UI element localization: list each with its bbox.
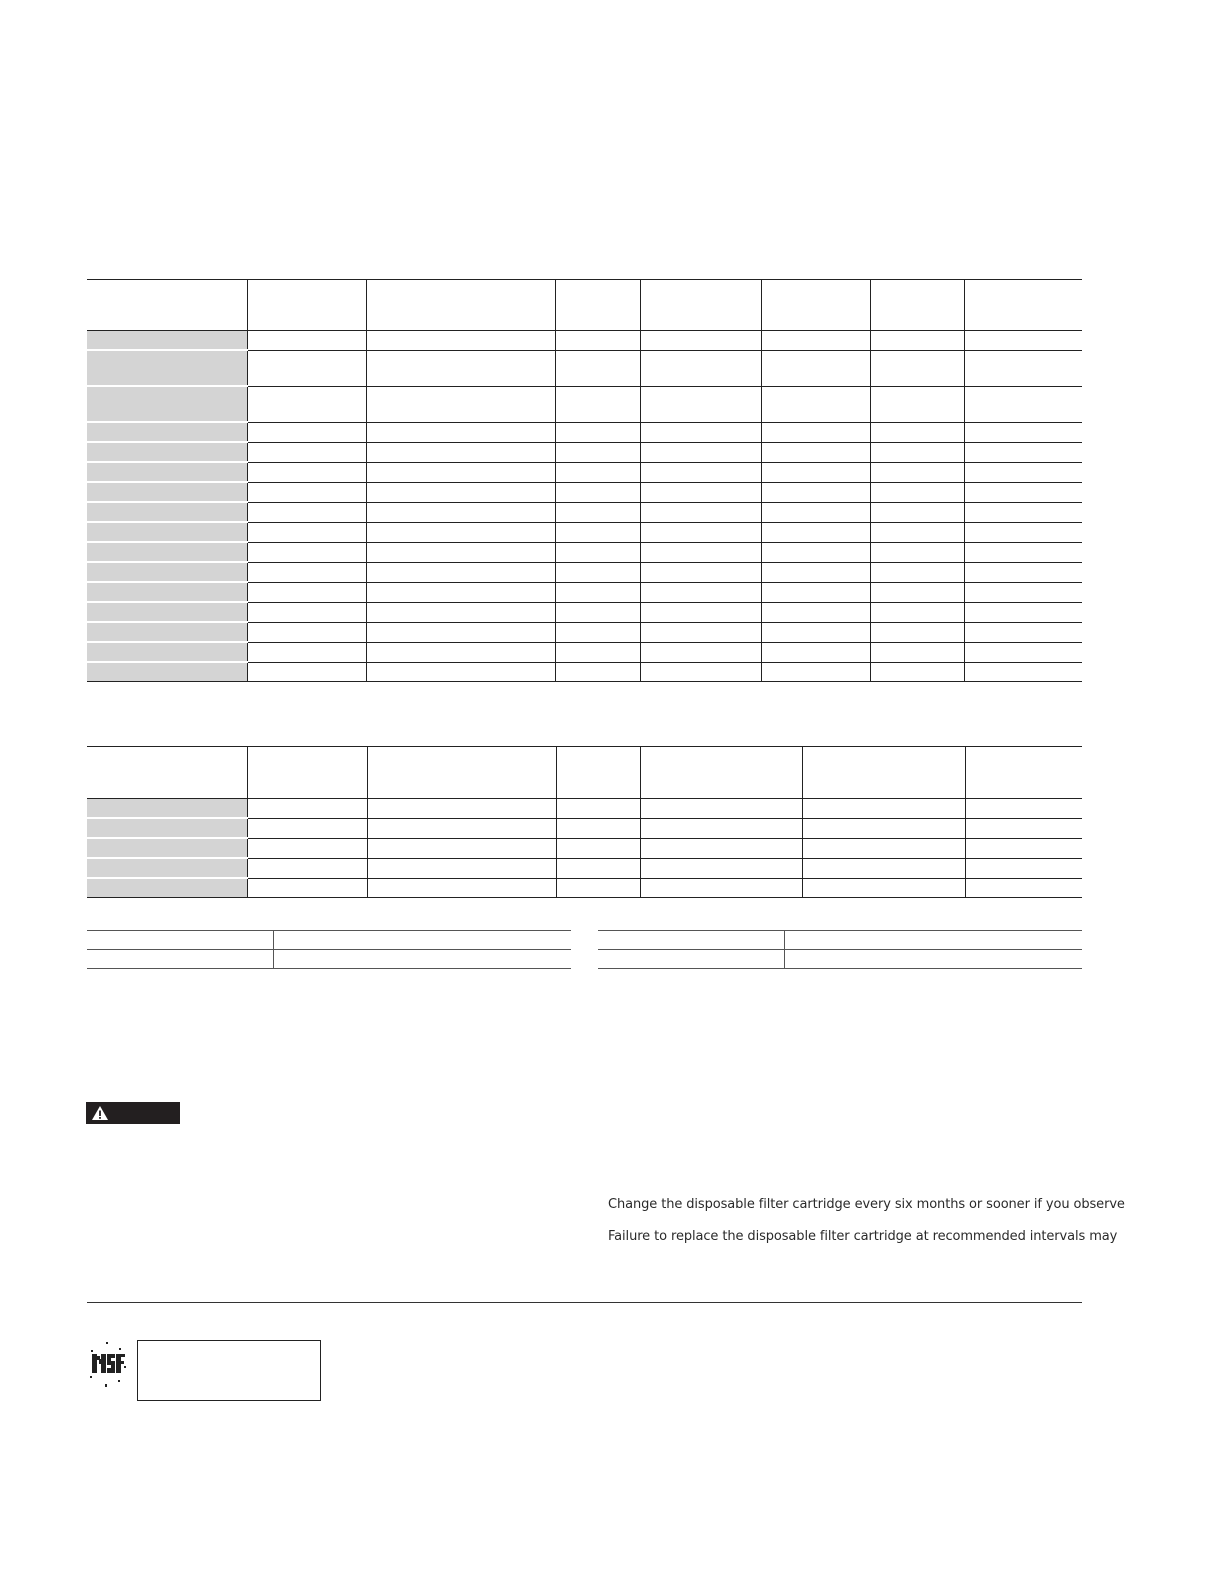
- table-row: [87, 422, 1082, 442]
- table-cell: [964, 642, 1082, 662]
- table-cell: [555, 602, 640, 622]
- table-cell: [870, 642, 964, 662]
- header-cell: [965, 747, 1082, 799]
- table-cell: [640, 462, 761, 482]
- table-cell: [964, 582, 1082, 602]
- table-cell: [247, 602, 366, 622]
- table-cell: [640, 622, 761, 642]
- contaminant-name-cell: [87, 622, 247, 642]
- table-cell: [366, 642, 555, 662]
- table-cell: [870, 562, 964, 582]
- table-cell: [761, 662, 870, 682]
- table-cell: [640, 422, 761, 442]
- table-cell: [964, 331, 1082, 351]
- table-cell: [640, 662, 761, 682]
- table-cell: [366, 622, 555, 642]
- table-cell: [555, 422, 640, 442]
- table-row: [87, 931, 571, 950]
- table-cell: [640, 482, 761, 502]
- table-cell: [870, 462, 964, 482]
- table-cell: [247, 858, 367, 878]
- table-cell: [366, 462, 555, 482]
- header-cell: [556, 747, 640, 799]
- table-cell: [870, 386, 964, 422]
- table-cell: [761, 331, 870, 351]
- contaminant-name-cell: [87, 878, 247, 898]
- table-cell: [556, 818, 640, 838]
- filter-failure-warning: Failure to replace the disposable filter cartridge at recommended intervals may: [608, 1229, 1118, 1244]
- table-cell: [640, 350, 761, 386]
- table-cell: [247, 462, 366, 482]
- table-cell: [964, 602, 1082, 622]
- contaminant-name-cell: [87, 331, 247, 351]
- table-cell: [761, 522, 870, 542]
- table-row: [87, 331, 1082, 351]
- table-row: [87, 442, 1082, 462]
- header-cell: [640, 747, 802, 799]
- table-cell: [964, 662, 1082, 682]
- contaminant-name-cell: [87, 602, 247, 622]
- table-cell: [87, 950, 274, 969]
- table-cell: [965, 799, 1082, 819]
- header-cell: [366, 280, 555, 331]
- table-cell: [247, 386, 366, 422]
- table-cell: [366, 386, 555, 422]
- table-cell: [247, 818, 367, 838]
- table-cell: [761, 542, 870, 562]
- table-cell: [555, 562, 640, 582]
- header-cell: [870, 280, 964, 331]
- table-cell: [802, 799, 965, 819]
- table-cell: [964, 562, 1082, 582]
- table-cell: [366, 331, 555, 351]
- table-cell: [555, 522, 640, 542]
- table-cell: [640, 542, 761, 562]
- contaminant-name-cell: [87, 858, 247, 878]
- table-header-row: [87, 747, 1082, 799]
- table-cell: [274, 931, 572, 950]
- table-row: [87, 522, 1082, 542]
- table-cell: [640, 522, 761, 542]
- table-row: [87, 642, 1082, 662]
- certification-box: [137, 1340, 321, 1401]
- table-row: [87, 662, 1082, 682]
- table-cell: [247, 582, 366, 602]
- table-cell: [247, 542, 366, 562]
- table-cell: [761, 482, 870, 502]
- table-cell: [367, 858, 556, 878]
- warning-triangle-icon: [91, 1105, 109, 1121]
- contaminant-name-cell: [87, 582, 247, 602]
- table-cell: [640, 818, 802, 838]
- header-cell: [367, 747, 556, 799]
- table-row: [87, 350, 1082, 386]
- table-row: [87, 878, 1082, 898]
- table-cell: [555, 462, 640, 482]
- table-cell: [640, 799, 802, 819]
- table-cell: [366, 502, 555, 522]
- header-cell: [761, 280, 870, 331]
- contaminant-name-cell: [87, 799, 247, 819]
- table-cell: [555, 542, 640, 562]
- table-cell: [247, 331, 366, 351]
- table-cell: [802, 818, 965, 838]
- table-cell: [761, 350, 870, 386]
- table-row: [87, 386, 1082, 422]
- table-cell: [965, 838, 1082, 858]
- table-cell: [556, 878, 640, 898]
- table-cell: [640, 442, 761, 462]
- contaminant-name-cell: [87, 818, 247, 838]
- table-cell: [964, 386, 1082, 422]
- contaminant-name-cell: [87, 838, 247, 858]
- table-cell: [366, 422, 555, 442]
- table-cell: [247, 522, 366, 542]
- table-cell: [964, 350, 1082, 386]
- table-cell: [555, 442, 640, 462]
- table-cell: [640, 562, 761, 582]
- table-cell: [555, 622, 640, 642]
- table-row: [87, 502, 1082, 522]
- table-cell: [367, 818, 556, 838]
- table-cell: [247, 642, 366, 662]
- header-cell: [802, 747, 965, 799]
- header-cell: [87, 280, 247, 331]
- table-cell: [640, 331, 761, 351]
- table-cell: [965, 818, 1082, 838]
- table-cell: [555, 482, 640, 502]
- table-cell: [964, 422, 1082, 442]
- table-cell: [87, 931, 274, 950]
- table-cell: [640, 878, 802, 898]
- table-cell: [802, 858, 965, 878]
- table-row: [87, 582, 1082, 602]
- table-cell: [870, 442, 964, 462]
- header-cell: [640, 280, 761, 331]
- table-cell: [366, 442, 555, 462]
- table-cell: [964, 542, 1082, 562]
- table-row: [598, 950, 1082, 969]
- contaminant-name-cell: [87, 542, 247, 562]
- contaminant-name-cell: [87, 662, 247, 682]
- warning-banner: [86, 1102, 180, 1124]
- table-cell: [761, 502, 870, 522]
- table-cell: [247, 442, 366, 462]
- table-cell: [761, 422, 870, 442]
- table-row: [87, 818, 1082, 838]
- table-cell: [247, 422, 366, 442]
- table-cell: [247, 662, 366, 682]
- table-cell: [367, 878, 556, 898]
- table-cell: [247, 799, 367, 819]
- table-row: [87, 950, 571, 969]
- table-row: [87, 858, 1082, 878]
- table-cell: [761, 642, 870, 662]
- table-cell: [366, 582, 555, 602]
- contaminant-name-cell: [87, 386, 247, 422]
- table-row: [87, 462, 1082, 482]
- table-cell: [366, 482, 555, 502]
- table-cell: [870, 522, 964, 542]
- table-cell: [964, 442, 1082, 462]
- table-cell: [555, 386, 640, 422]
- table-cell: [366, 522, 555, 542]
- table-cell: [761, 386, 870, 422]
- table-cell: [964, 482, 1082, 502]
- table-row: [87, 838, 1082, 858]
- table-cell: [274, 950, 572, 969]
- table-cell: [556, 838, 640, 858]
- contaminant-name-cell: [87, 482, 247, 502]
- header-cell: [247, 280, 366, 331]
- table-cell: [761, 622, 870, 642]
- table-cell: [367, 838, 556, 858]
- table-cell: [640, 502, 761, 522]
- header-cell: [555, 280, 640, 331]
- table-cell: [640, 386, 761, 422]
- contaminant-name-cell: [87, 350, 247, 386]
- table-cell: [964, 502, 1082, 522]
- table-cell: [640, 602, 761, 622]
- table-cell: [870, 350, 964, 386]
- table-cell: [870, 662, 964, 682]
- table-cell: [761, 582, 870, 602]
- table-cell: [870, 602, 964, 622]
- table-cell: [964, 522, 1082, 542]
- table-header-row: [87, 280, 1082, 331]
- table-cell: [870, 542, 964, 562]
- table-cell: [247, 502, 366, 522]
- table-cell: [640, 838, 802, 858]
- table-cell: [555, 642, 640, 662]
- table-cell: [761, 562, 870, 582]
- table-row: [87, 799, 1082, 819]
- table-cell: [785, 950, 1083, 969]
- table-cell: [555, 582, 640, 602]
- table-row: [87, 482, 1082, 502]
- table-cell: [965, 858, 1082, 878]
- table-cell: [802, 838, 965, 858]
- table-cell: [598, 931, 785, 950]
- table-cell: [870, 422, 964, 442]
- table-cell: [640, 858, 802, 878]
- table-cell: [367, 799, 556, 819]
- contaminant-reduction-table-2: [87, 746, 1082, 898]
- header-cell: [87, 747, 247, 799]
- table-cell: [247, 482, 366, 502]
- nsf-logo: [88, 1340, 128, 1388]
- table-cell: [964, 462, 1082, 482]
- table-cell: [247, 350, 366, 386]
- table-row: [598, 931, 1082, 950]
- header-cell: [964, 280, 1082, 331]
- table-cell: [247, 878, 367, 898]
- table-cell: [366, 602, 555, 622]
- table-cell: [366, 350, 555, 386]
- table-row: [87, 602, 1082, 622]
- table-cell: [761, 442, 870, 462]
- table-cell: [964, 622, 1082, 642]
- table-cell: [556, 858, 640, 878]
- table-cell: [870, 331, 964, 351]
- table-cell: [555, 662, 640, 682]
- table-cell: [785, 931, 1083, 950]
- table-row: [87, 542, 1082, 562]
- table-cell: [870, 622, 964, 642]
- table-cell: [247, 838, 367, 858]
- table-cell: [802, 878, 965, 898]
- filter-change-instruction: Change the disposable filter cartridge every six months or sooner if you observe: [608, 1197, 1125, 1212]
- contaminant-name-cell: [87, 442, 247, 462]
- table-cell: [870, 482, 964, 502]
- contaminant-name-cell: [87, 502, 247, 522]
- table-cell: [556, 799, 640, 819]
- table-cell: [640, 642, 761, 662]
- table-cell: [761, 462, 870, 482]
- contaminant-reduction-table: [87, 279, 1082, 682]
- table-row: [87, 562, 1082, 582]
- table-cell: [247, 562, 366, 582]
- contaminant-name-cell: [87, 642, 247, 662]
- spec-table-right: [598, 930, 1082, 969]
- table-cell: [555, 331, 640, 351]
- table-cell: [598, 950, 785, 969]
- table-cell: [366, 662, 555, 682]
- table-cell: [555, 502, 640, 522]
- spec-table-left: [87, 930, 571, 969]
- contaminant-name-cell: [87, 462, 247, 482]
- table-cell: [555, 350, 640, 386]
- contaminant-name-cell: [87, 562, 247, 582]
- table-cell: [761, 602, 870, 622]
- header-cell: [247, 747, 367, 799]
- table-cell: [870, 502, 964, 522]
- table-cell: [640, 582, 761, 602]
- contaminant-name-cell: [87, 422, 247, 442]
- table-cell: [870, 582, 964, 602]
- table-cell: [366, 562, 555, 582]
- contaminant-name-cell: [87, 522, 247, 542]
- section-divider: [87, 1302, 1082, 1303]
- table-row: [87, 622, 1082, 642]
- table-cell: [965, 878, 1082, 898]
- table-cell: [247, 622, 366, 642]
- table-cell: [366, 542, 555, 562]
